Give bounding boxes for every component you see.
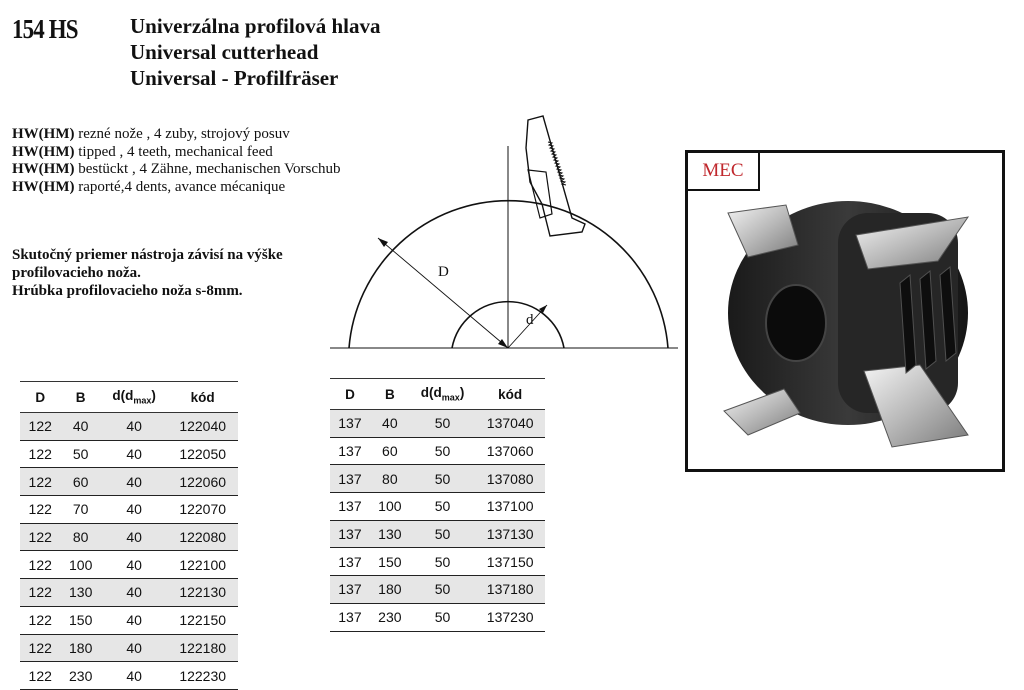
table-cell: 137 [330, 410, 370, 438]
table-cell: 40 [101, 413, 167, 441]
table-cell: 137150 [475, 548, 545, 576]
desc-line-fr: HW(HM) raporté,4 dents, avance mécanique [12, 178, 286, 195]
table-cell: 122 [20, 551, 60, 579]
table-cell: 100 [370, 493, 410, 521]
table-row [330, 437, 545, 465]
table-cell: 137 [330, 437, 370, 465]
table-cell: 50 [410, 410, 476, 438]
table-row [20, 413, 238, 441]
col-d: $d(d_{max})$ [410, 379, 476, 410]
knife-clamp [528, 170, 552, 218]
description-block [12, 126, 352, 196]
bore-hole [766, 285, 826, 361]
table-cell: 122 [20, 413, 60, 441]
product-code: 154 HS [12, 14, 78, 44]
table-cell: 122 [20, 468, 60, 496]
table-cell: 137 [330, 465, 370, 493]
table-cell: 122 [20, 523, 60, 551]
table-row [20, 468, 238, 496]
col-D: D [20, 382, 60, 413]
table-row [330, 493, 545, 521]
table-cell: 230 [60, 662, 100, 690]
table-cell: 137 [330, 603, 370, 631]
table1-body [20, 413, 238, 690]
title-slovak: Univerzálna profilová hlava [130, 14, 381, 38]
blade-bottom-left [724, 389, 800, 435]
note-thickness: Hrúbka profilovacieho noža s-8mm. [12, 283, 243, 299]
table-row [330, 410, 545, 438]
table-cell: 40 [101, 496, 167, 524]
table-cell: 137080 [475, 465, 545, 493]
table-cell: 137 [330, 493, 370, 521]
table-row [330, 520, 545, 548]
col-code: kód [475, 379, 545, 410]
cutterhead-diagram [330, 108, 680, 358]
product-photo [688, 153, 1002, 469]
table-cell: 50 [60, 440, 100, 468]
table-cell: 137 [330, 576, 370, 604]
table-cell: 122050 [167, 440, 238, 468]
label-D: D [438, 264, 449, 280]
spec-table-122 [20, 381, 238, 690]
table-cell: 180 [370, 576, 410, 604]
table-cell: 150 [370, 548, 410, 576]
table-cell: 40 [370, 410, 410, 438]
knife-serration [548, 142, 566, 185]
table-cell: 137060 [475, 437, 545, 465]
table-cell: 50 [410, 437, 476, 465]
table-cell: 122150 [167, 606, 238, 634]
col-code: kód [167, 382, 238, 413]
table-cell: 40 [101, 468, 167, 496]
table-cell: 122080 [167, 523, 238, 551]
table-cell: 122 [20, 440, 60, 468]
title-english: Universal cutterhead [130, 40, 319, 64]
table-cell: 137180 [475, 576, 545, 604]
table-cell: 122 [20, 496, 60, 524]
col-d: $d(d_{max})$ [101, 382, 167, 413]
table-cell: 137230 [475, 603, 545, 631]
table-cell: 50 [410, 548, 476, 576]
table-cell: 150 [60, 606, 100, 634]
notes-block [12, 246, 352, 300]
table-row [20, 496, 238, 524]
table-cell: 50 [410, 465, 476, 493]
table-row [20, 551, 238, 579]
desc-line-de: HW(HM) bestückt , 4 Zähne, mechanischen Vorschub [12, 161, 341, 177]
table-row [20, 523, 238, 551]
table-row [20, 606, 238, 634]
dimension-D-line [378, 238, 508, 348]
table-cell: 80 [60, 523, 100, 551]
table-cell: 137100 [475, 493, 545, 521]
table-row [20, 579, 238, 607]
table-row [20, 662, 238, 690]
table-cell: 60 [60, 468, 100, 496]
table-cell: 40 [101, 606, 167, 634]
table-cell: 70 [60, 496, 100, 524]
table-row [330, 465, 545, 493]
table-cell: 130 [370, 520, 410, 548]
table-cell: 122100 [167, 551, 238, 579]
table-cell: 137 [330, 520, 370, 548]
table-cell: 130 [60, 579, 100, 607]
table-cell: 137130 [475, 520, 545, 548]
table-cell: 122130 [167, 579, 238, 607]
table-cell: 122 [20, 662, 60, 690]
table-cell: 40 [60, 413, 100, 441]
table-cell: 40 [101, 440, 167, 468]
col-B: B [370, 379, 410, 410]
table-cell: 122060 [167, 468, 238, 496]
table-cell: 80 [370, 465, 410, 493]
title-german: Universal - Profilfräser [130, 66, 339, 90]
table-row [20, 440, 238, 468]
flute-slots [900, 267, 956, 373]
table2-body [330, 410, 545, 632]
desc-line-sk: HW(HM) rezné nože , 4 zuby, strojový posuv [12, 126, 290, 142]
table-cell: 40 [101, 579, 167, 607]
table-row [330, 576, 545, 604]
table-cell: 50 [410, 493, 476, 521]
table-cell: 40 [101, 662, 167, 690]
table-cell: 137 [330, 548, 370, 576]
knife-outline [526, 116, 585, 236]
note-diameter: Skutočný priemer nástroja závisí na výške profilovacieho noža. [12, 247, 283, 281]
table-cell: 122230 [167, 662, 238, 690]
table-cell: 60 [370, 437, 410, 465]
table-cell: 50 [410, 576, 476, 604]
table-cell: 137040 [475, 410, 545, 438]
desc-line-en: HW(HM) tipped , 4 teeth, mechanical feed [12, 143, 273, 160]
table-cell: 40 [101, 523, 167, 551]
table-cell: 122 [20, 634, 60, 662]
mec-badge: MEC [688, 153, 760, 191]
table-header-row [330, 379, 545, 410]
col-B: B [60, 382, 100, 413]
table-cell: 122 [20, 606, 60, 634]
table-row [20, 634, 238, 662]
table-cell: 122040 [167, 413, 238, 441]
table-cell: 180 [60, 634, 100, 662]
table-cell: 122070 [167, 496, 238, 524]
table-cell: 230 [370, 603, 410, 631]
product-photo-frame [685, 150, 1005, 472]
table-cell: 122 [20, 579, 60, 607]
table-row [330, 603, 545, 631]
table-row [330, 548, 545, 576]
label-d: d [526, 312, 534, 328]
table-cell: 40 [101, 551, 167, 579]
table-cell: 50 [410, 520, 476, 548]
table-cell: 40 [101, 634, 167, 662]
spec-table-137 [330, 378, 545, 632]
table-header-row [20, 382, 238, 413]
col-D: D [330, 379, 370, 410]
table-cell: 122180 [167, 634, 238, 662]
table-cell: 50 [410, 603, 476, 631]
title-block [130, 13, 380, 91]
table-cell: 100 [60, 551, 100, 579]
